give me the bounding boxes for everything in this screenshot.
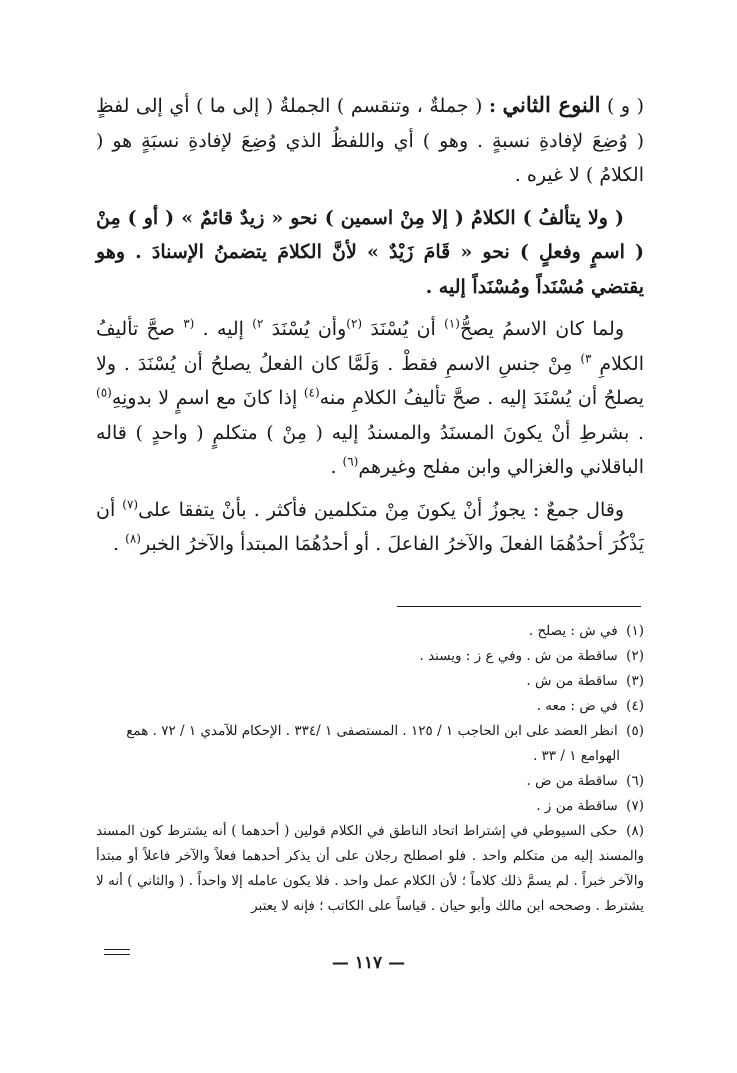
page-number: — ١١٧ — [331, 953, 406, 973]
para3-seg: أن يُسْنَدَ [362, 318, 445, 340]
para3-seg: . [330, 456, 343, 478]
footnote-text: حكى السيوطي في إشتراط اتحاد الناطق في الكلام قولين ( أحدهما ) أنه يشترط كون المسند والمسند إليه من متكلم واحد . فلو اصطلح رجلان على أن يذكر أحدهما فعلاً والآخر فاعلاً أو مبتدأ والآخر خبراً . لم يسمَّ ذلك كلاماً ؛ لأن الكلام عمل واحد . فلا يكون عامله إلا واحداً . ( والثاني ) أنه لا يشترط . وصححه ابن مالك وأبو حيان . قياساً على الكاتب ؛ فإنه لا يعتبر [96, 823, 644, 914]
footnote-number: (٦) [626, 773, 644, 789]
footnote-text: ساقطة من ش . وفي ع ز : ويسند . [419, 648, 618, 664]
footnote-5-continued [96, 744, 644, 769]
para4-seg: أن يَذْكُرَ أحدُهُمَا الفعلَ والآخرُ الفاعلَ . أو أحدُهُمَا المبتدأ والآخرُ الخبر [96, 498, 644, 555]
footnote-ref-7[interactable]: (٧) [122, 497, 139, 512]
footnote-6 [96, 769, 644, 794]
para4-seg: وقال جمعٌ : يجوزُ أنْ يكونَ مِنْ متكلمين فأكثر . بأنْ يتفقا على [138, 498, 625, 521]
main-text [96, 88, 644, 570]
footnote-ref-1[interactable]: (١) [444, 316, 460, 331]
paragraph-2 [96, 201, 644, 305]
footnote-number: (٢) [626, 648, 644, 664]
footnote-3 [96, 669, 644, 694]
footnote-ref-3-close[interactable]: ٣) [580, 351, 592, 366]
footnote-ref-2-close[interactable]: ٢) [252, 316, 264, 331]
footnote-text: في ش : يصلح . [528, 623, 618, 639]
paragraph-1 [96, 88, 644, 193]
footnote-number: (١) [626, 623, 644, 639]
footnote-text: في ض : معه . [536, 698, 618, 714]
footnote-ref-3[interactable]: (٣ [183, 316, 195, 331]
paragraph-4 [96, 493, 644, 562]
para3-seg: إذا كانَ مع اسمٍ لا بدونِهِ [111, 387, 304, 409]
footnote-ref-8[interactable]: (٨) [125, 531, 141, 546]
footnote-5 [96, 719, 644, 744]
footnote-separator [397, 606, 641, 607]
footnote-ref-2[interactable]: (٢) [346, 316, 363, 331]
footnote-ref-5[interactable]: (٥) [96, 385, 112, 400]
footnote-text: انظر العضد على ابن الحاجب ١ / ١٢٥ . المستصفى ١ /٣٣٤ . الإحكام للآمدي ١ / ٧٢ . همع [126, 723, 618, 739]
para3-seg: وأن يُسْنَدَ [263, 318, 347, 340]
footnote-number: (٧) [626, 798, 644, 814]
footnote-4 [96, 694, 644, 719]
para1-open: ( و ) [607, 95, 644, 117]
footnote-number: (٥) [626, 723, 644, 739]
footnote-ref-6[interactable]: (٦) [342, 454, 359, 469]
para3-seg: إليه . [194, 318, 253, 340]
para3-seg: مِنْ جنسِ الاسمِ فقطْ . وَلَمَّا كان الفعلُ يصلحُ أن يُسْنَدَ . ولا يصلحُ أن يُسْنَدَ إليه . صحَّ تأليفُ الكلامِ منه [96, 352, 644, 409]
footnote-7 [96, 794, 644, 819]
heading-colon: : [488, 95, 496, 117]
footnote-8 [96, 819, 644, 919]
para1-text: ( جملةٌ ، وتنقسم ) الجملةُ ( إلى ما ) أي إلى لفظٍ ( وُضِعَ لإفادةِ نسبةٍ . وهو ) أي واللفظُ الذي وُضِعَ لإفادةِ نسبَةٍ هو ( الكلامُ ) لا غيره . [96, 95, 644, 186]
footnote-number: (٨) [626, 823, 644, 839]
footnote-2 [96, 644, 644, 669]
footnote-text: ساقطة من ض . [526, 773, 618, 789]
paragraph-3 [96, 312, 644, 485]
footnote-text: ساقطة من ش . [526, 673, 618, 689]
section-heading: النوع الثاني [502, 92, 601, 117]
footnote-1 [96, 619, 644, 644]
footnotes [96, 619, 644, 919]
footnote-ref-4[interactable]: (٤) [303, 385, 320, 400]
para3-seg: ولما كان الاسمُ يصحُّ [459, 318, 624, 340]
footnote-text: ساقطة من ز . [536, 798, 618, 814]
para2-text: ( ولا يتألفُ ) الكلامُ ( إلا مِنْ اسمين ) نحو « زيدٌ قائمٌ » ( أو ) مِنْ ( اسمٍ وفعلٍ ) نحو « قَامَ زَيْدٌ » لأنَّ الكلامَ يتضمنُ الإسنادَ . وهو يقتضي مُسْنَداً ومُسْنَداً إليه . [96, 206, 644, 298]
para4-seg: . [113, 533, 126, 555]
para3-seg: صحَّ تأليفُ الكلامِ [96, 318, 644, 375]
footnote-number: (٣) [626, 673, 644, 689]
footnote-number: (٤) [626, 698, 644, 714]
footnote-text: الهوامع ١ / ٣٣ . [532, 748, 620, 764]
para3-seg: . بشرطِ أنْ يكونَ المسنَدُ والمسندُ إليه ( مِنْ ) متكلمٍ ( واحدٍ ) قاله الباقلاني والغزالي وابن مفلح وغيرهم [96, 421, 644, 478]
